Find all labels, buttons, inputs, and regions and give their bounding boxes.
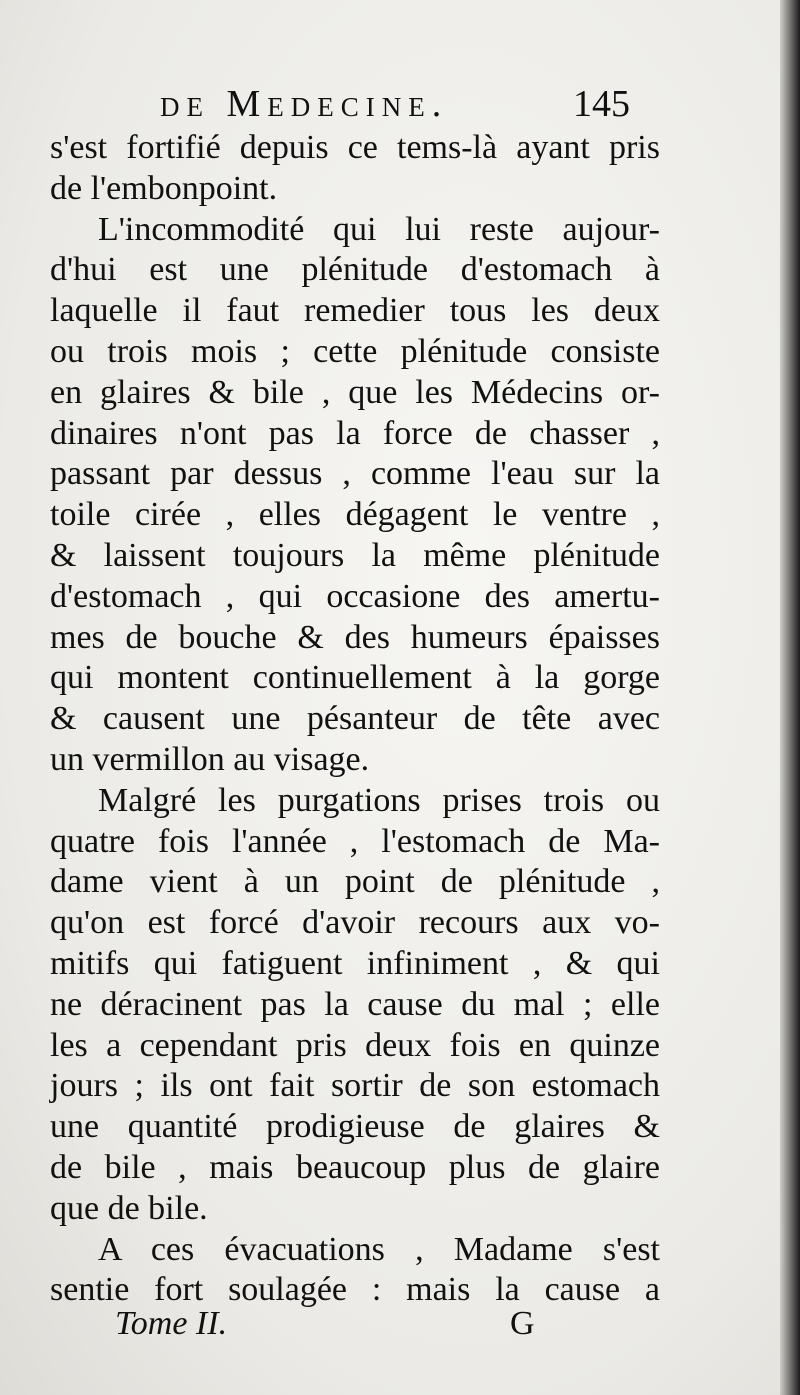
text-line: dinaires n'ont pas la force de chasser , bbox=[50, 414, 660, 452]
page-number: 145 bbox=[573, 83, 630, 125]
text-line: les a cependant pris deux fois en quinze bbox=[50, 1026, 660, 1064]
text-line: & causent une pésanteur de tête avec bbox=[50, 700, 660, 738]
text-line: en glaires & bile , que les Médecins or- bbox=[50, 373, 660, 411]
text-line: qu'on est forcé d'avoir recours aux vo- bbox=[50, 904, 660, 942]
text-line: passant par dessus , comme l'eau sur la bbox=[50, 455, 660, 493]
text-line: quatre fois l'année , l'estomach de Ma- bbox=[50, 822, 660, 860]
text-line: d'estomach , qui occasione des amertu- bbox=[50, 577, 660, 615]
text-line: jours ; ils ont fait sortir de son estomach bbox=[50, 1067, 660, 1105]
text-line: toile cirée , elles dégagent le ventre , bbox=[50, 496, 660, 534]
text-line: ne déracinent pas la cause du mal ; elle bbox=[50, 985, 660, 1023]
text-line: A ces évacuations , Madame s'est bbox=[98, 1230, 660, 1268]
text-line: de l'embonpoint. bbox=[50, 169, 278, 207]
scan-edge-shadow bbox=[780, 0, 800, 1395]
text-line: & laissent toujours la même plénitude bbox=[50, 536, 660, 574]
text-line: dame vient à un point de plénitude , bbox=[50, 863, 660, 901]
text-line: sentie fort soulagée : mais la cause a bbox=[50, 1271, 660, 1309]
text-line: Malgré les purgations prises trois ou bbox=[98, 781, 660, 819]
signature-mark: G bbox=[510, 1305, 535, 1342]
body-text bbox=[50, 128, 660, 1311]
text-line: d'hui est une plénitude d'estomach à bbox=[50, 251, 660, 289]
text-line: mitifs qui fatiguent infiniment , & qui bbox=[50, 944, 660, 982]
text-line: une quantité prodigieuse de glaires & bbox=[50, 1108, 660, 1146]
page-footer bbox=[115, 1305, 585, 1355]
text-line: laquelle il faut remedier tous les deux bbox=[50, 292, 660, 330]
text-line: mes de bouche & des humeurs épaisses bbox=[50, 618, 660, 656]
running-title: de Medecine. bbox=[160, 83, 449, 125]
text-line: L'incommodité qui lui reste aujour- bbox=[98, 210, 660, 248]
text-line: un vermillon au visage. bbox=[50, 740, 370, 778]
volume-label: Tome II. bbox=[115, 1305, 228, 1342]
text-line: qui montent continuellement à la gorge bbox=[50, 659, 660, 697]
text-line: que de bile. bbox=[50, 1189, 208, 1227]
text-line: ou trois mois ; cette plénitude consiste bbox=[50, 332, 660, 370]
running-header bbox=[160, 82, 640, 134]
text-line: s'est fortifié depuis ce tems-là ayant pris bbox=[50, 129, 660, 166]
text-line: de bile , mais beaucoup plus de glaire bbox=[50, 1148, 660, 1186]
